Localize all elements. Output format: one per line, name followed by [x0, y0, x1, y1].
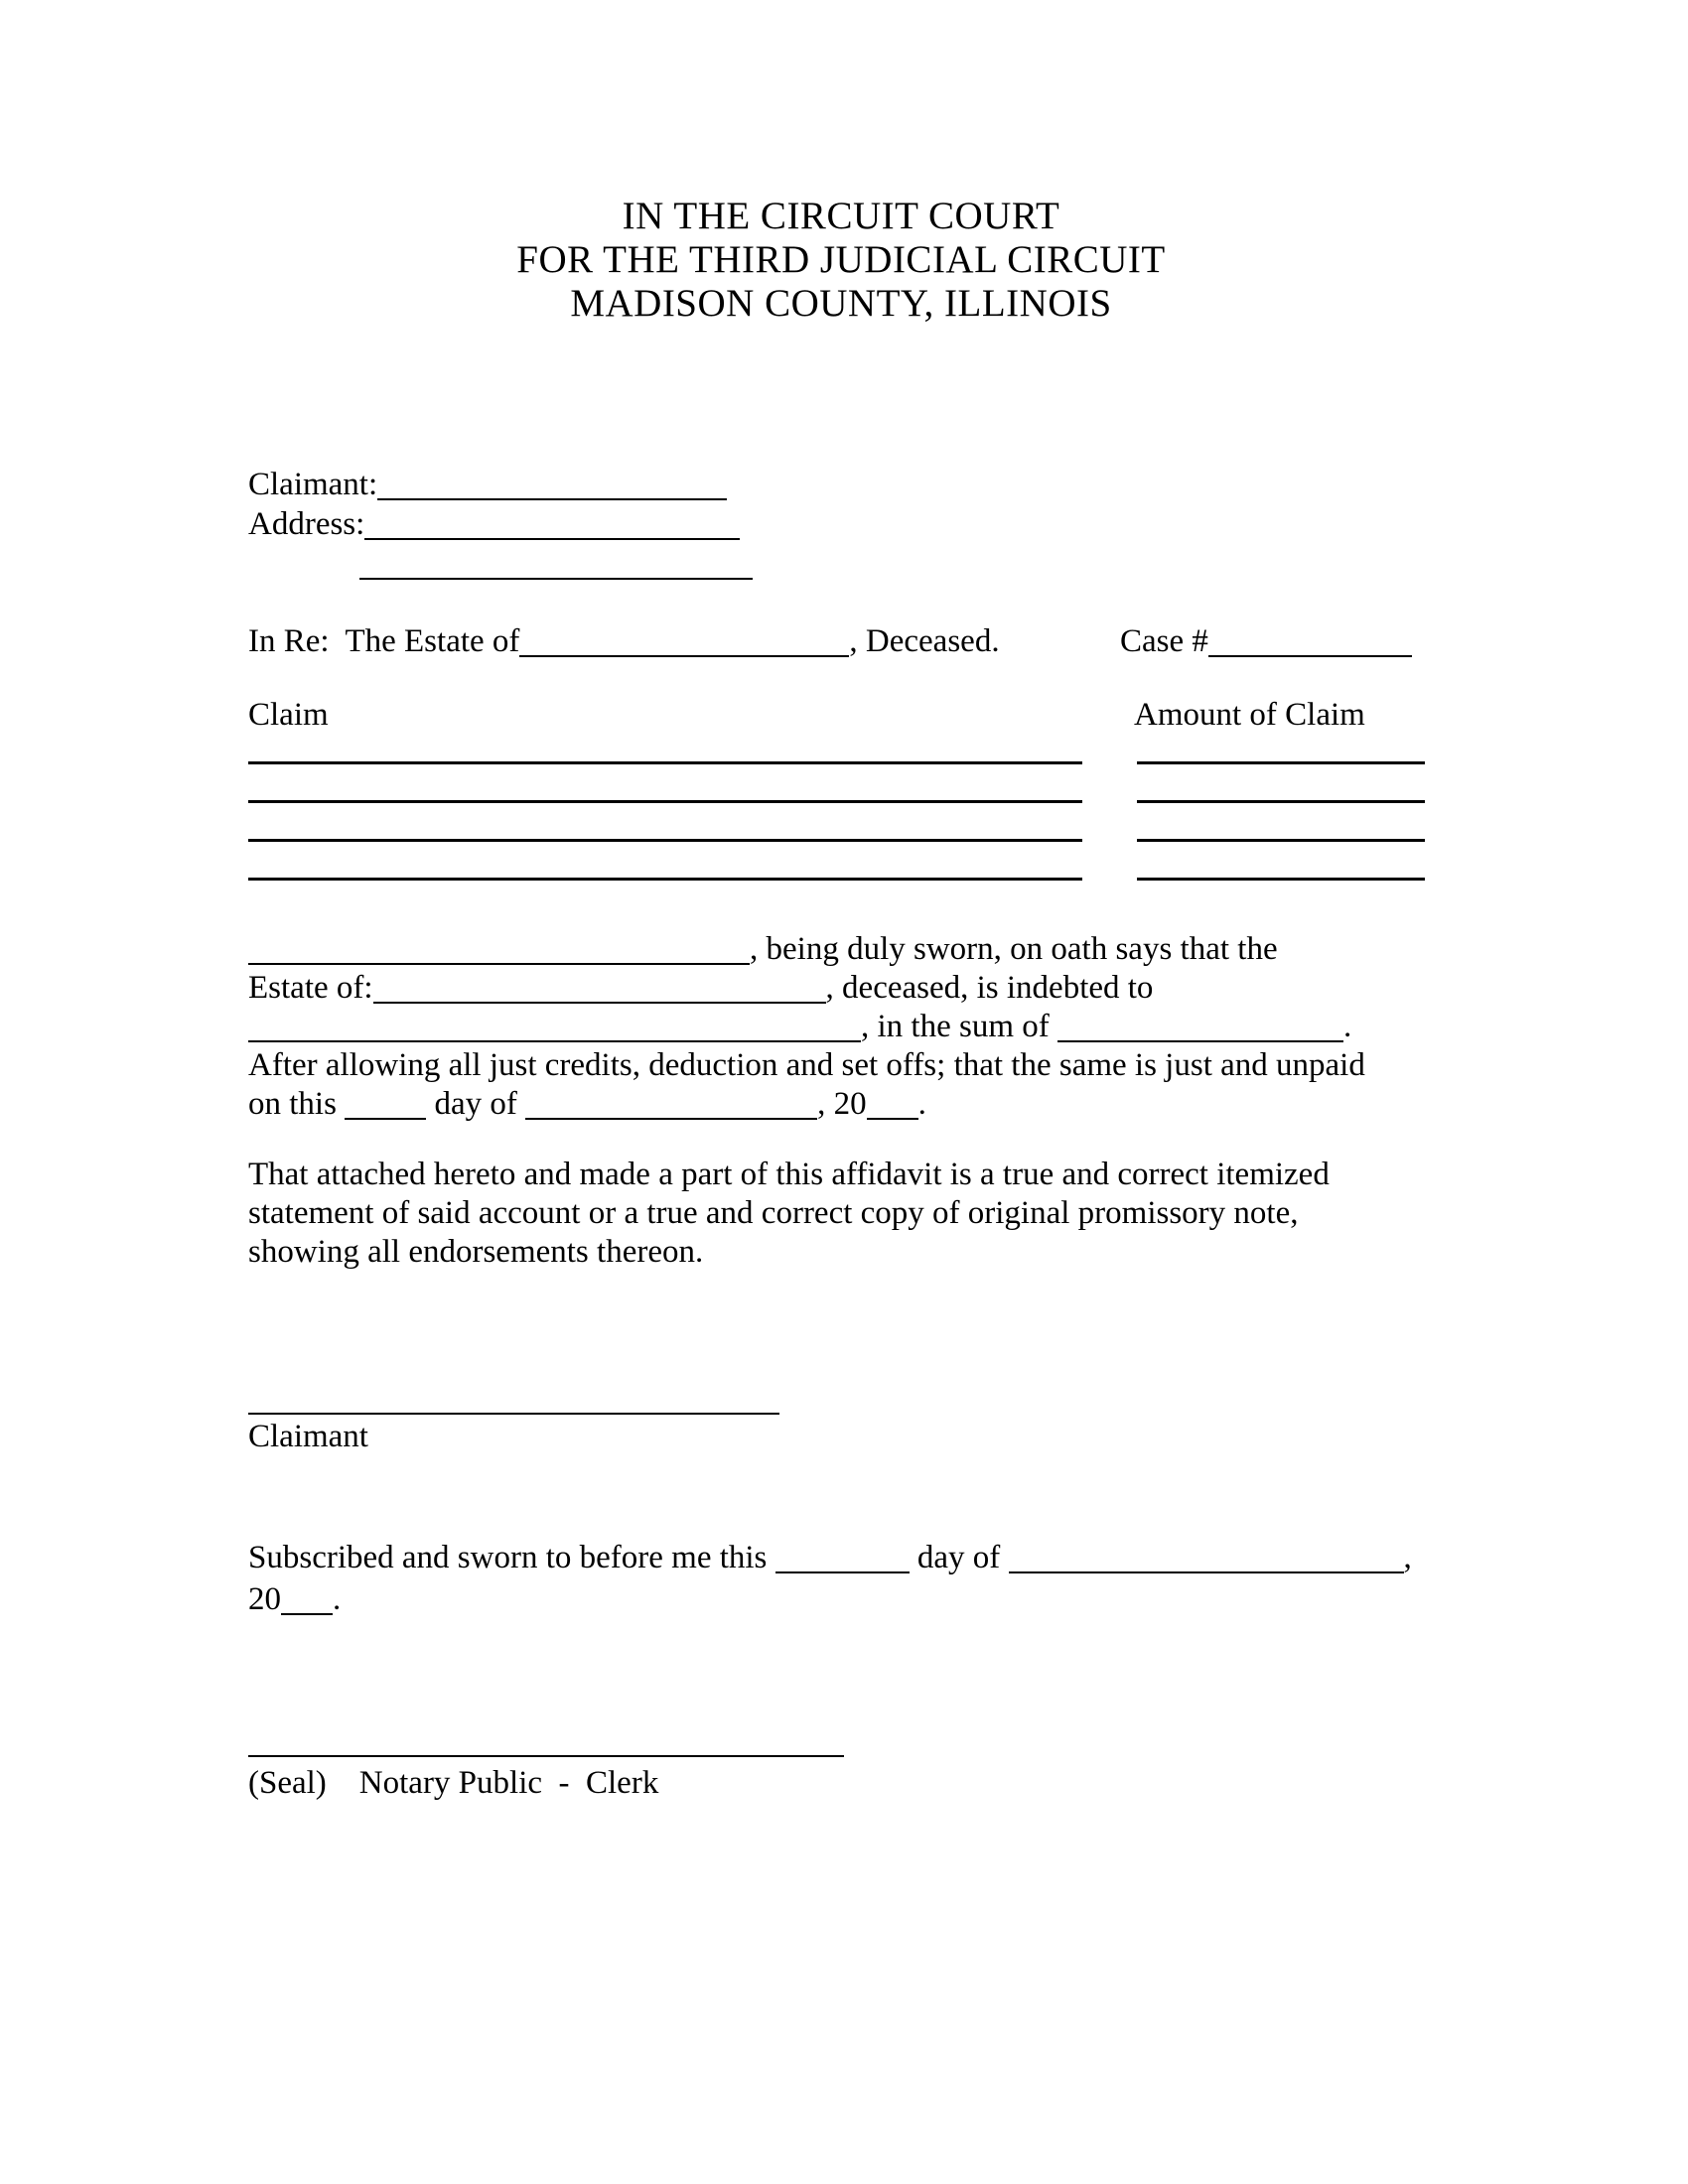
attachment-line-1: That attached hereto and made a part of this affidavit is a true and correct itemized [248, 1157, 1330, 1192]
estate-name-blank-line [519, 655, 849, 657]
affidavit-line-1-text: , being duly sworn, on oath says that the [750, 931, 1278, 967]
affidavit-line-2 [248, 969, 1539, 1008]
claim-table-row [248, 764, 1489, 803]
in-the-sum-of-label: , in the sum of [861, 1009, 1057, 1044]
sum-amount-blank-line [1057, 1040, 1343, 1042]
address-continuation-blank-line [359, 578, 753, 580]
day-blank-line [345, 1118, 426, 1120]
claim-amount-blank-line [1137, 878, 1425, 881]
subscribed-day-of-label: day of [909, 1540, 1009, 1575]
notary-month-blank-line [1009, 1571, 1404, 1573]
claimant-address-block [248, 465, 753, 584]
claim-description-blank-line [248, 878, 1082, 881]
subscribed-line-2 [248, 1578, 1539, 1620]
affiant-name-blank-line [248, 963, 750, 965]
address-blank-line [364, 538, 740, 540]
case-number-group [1120, 621, 1412, 661]
affidavit-line-1 [248, 930, 1539, 969]
address-continuation-line [248, 544, 753, 584]
address-label: Address: [248, 506, 365, 542]
court-heading-line-3: MADISON COUNTY, ILLINOIS [570, 282, 1112, 325]
claimant-label: Claimant: [248, 467, 378, 502]
claim-table-row [248, 726, 1489, 764]
notary-year-20-label: 20 [248, 1581, 281, 1617]
claim-column-header: Claim [248, 697, 329, 733]
notary-year-blank-line [281, 1613, 333, 1615]
estate-of-label: Estate of: [248, 970, 373, 1006]
claim-table-rows [248, 726, 1489, 881]
in-re-label: In Re: The Estate of [248, 623, 520, 659]
year-20-label: , 20 [817, 1086, 867, 1122]
case-number-blank-line [1208, 655, 1412, 657]
notary-year-period: . [333, 1581, 342, 1617]
affidavit-line-5 [248, 1085, 1539, 1124]
subscribed-line-1 [248, 1537, 1539, 1578]
attachment-line-3: showing all endorsements thereon. [248, 1234, 704, 1270]
month-blank-line [525, 1118, 817, 1120]
notary-signature-blank-line [248, 1723, 844, 1757]
attachment-line-2: statement of said account or a true and correct copy of original promissory note, [248, 1195, 1299, 1231]
claimant-signature-label: Claimant [248, 1419, 368, 1454]
affidavit-line-2-text: , deceased, is indebted to [825, 970, 1154, 1006]
affidavit-line-3-period: . [1342, 1009, 1352, 1044]
claimant-signature-blank-line [248, 1380, 779, 1415]
on-this-label: on this [248, 1086, 346, 1122]
notary-seal-block [248, 1723, 844, 1803]
court-heading [0, 195, 1682, 326]
subscribed-sworn-block [248, 1537, 1539, 1620]
subscribed-prefix: Subscribed and sworn to before me this [248, 1540, 775, 1575]
creditor-name-blank-line [248, 1040, 861, 1042]
day-of-label: day of [426, 1086, 526, 1122]
amount-of-claim-column-header: Amount of Claim [1134, 697, 1365, 733]
deceased-label: , Deceased. [849, 623, 1000, 659]
claimant-blank-line [377, 498, 727, 500]
attachment-statement-paragraph [248, 1156, 1539, 1272]
address-line [248, 504, 753, 544]
seal-notary-public-clerk-label: (Seal) Notary Public - Clerk [248, 1765, 659, 1801]
affidavit-paragraph [248, 930, 1539, 1124]
court-heading-line-1: IN THE CIRCUIT COURT [622, 195, 1060, 237]
claim-table-row [248, 803, 1489, 842]
estate-of-blank-line [373, 1002, 826, 1004]
subscribed-comma: , [1403, 1540, 1412, 1575]
court-heading-line-2: FOR THE THIRD JUDICIAL CIRCUIT [516, 238, 1166, 281]
case-number-label: Case # [1120, 623, 1208, 659]
claimant-line [248, 465, 753, 504]
in-re-row [248, 621, 1539, 661]
affidavit-line-3 [248, 1008, 1539, 1046]
notary-day-blank-line [775, 1571, 910, 1573]
claimant-signature-block [248, 1380, 779, 1458]
claim-table-row [248, 842, 1489, 881]
affidavit-line-4: After allowing all just credits, deduction and set offs; that the same is just and unpaid [248, 1047, 1365, 1083]
affidavit-line-5-period: . [917, 1086, 926, 1122]
year-blank-line [867, 1118, 918, 1120]
